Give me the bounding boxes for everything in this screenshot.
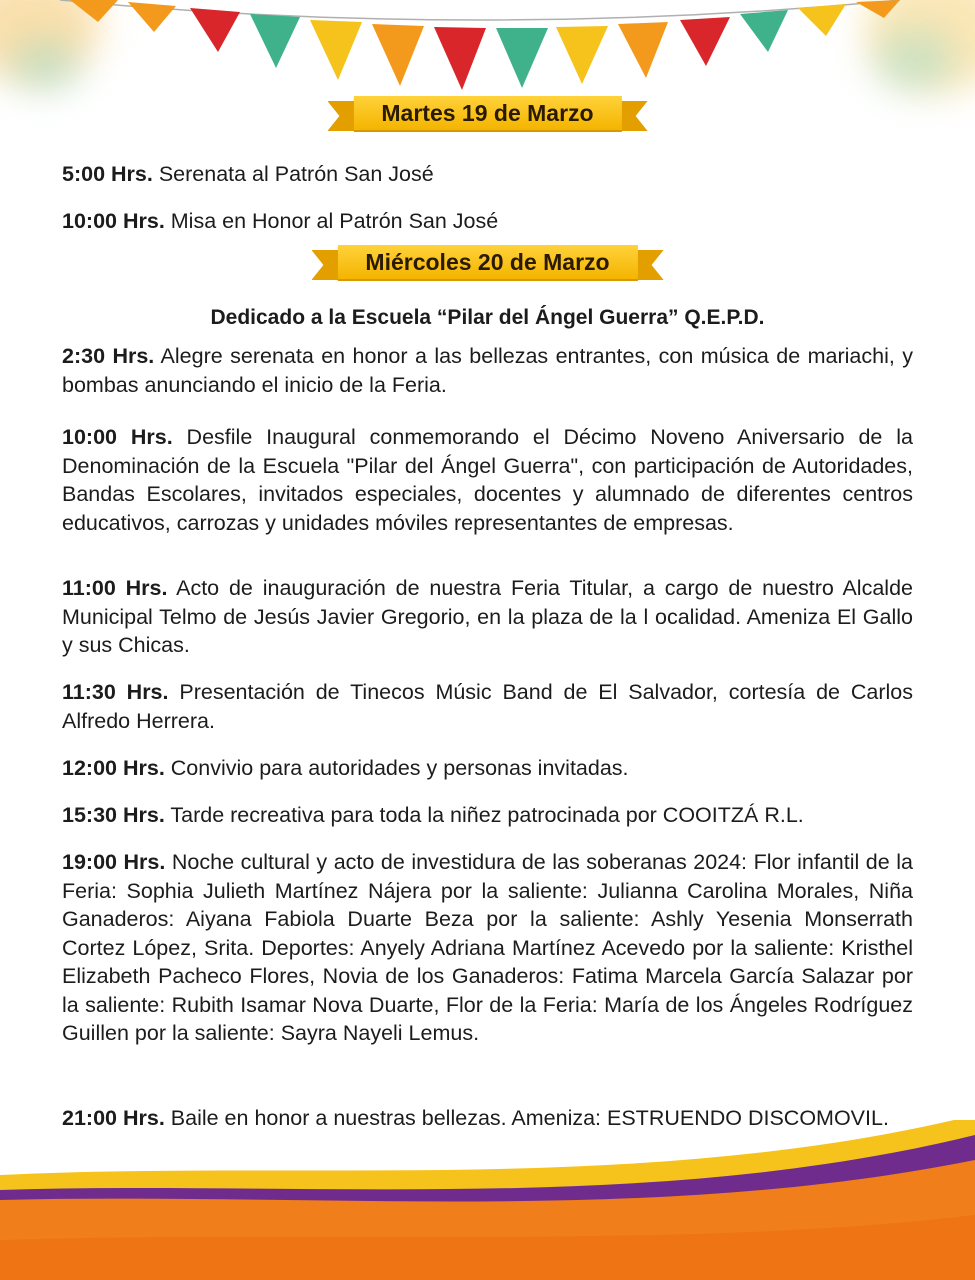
entry-time: 10:00 Hrs. bbox=[62, 425, 173, 449]
entry-time: 21:00 Hrs. bbox=[62, 1106, 165, 1130]
bunting-flag bbox=[496, 28, 548, 88]
bunting-flag bbox=[310, 20, 362, 80]
bunting-flag bbox=[250, 14, 300, 68]
bunting-flag bbox=[556, 26, 608, 84]
schedule-entry bbox=[62, 848, 913, 1048]
entry-time: 2:30 Hrs. bbox=[62, 344, 155, 368]
schedule-entry bbox=[62, 423, 913, 537]
entry-text: Presentación de Tinecos Músic Band de El Salvador, cortesía de Carlos Alfredo Herrera. bbox=[62, 680, 914, 733]
schedule-entry bbox=[62, 754, 913, 783]
bunting-flag bbox=[128, 2, 176, 32]
entry-text: Noche cultural y acto de investidura de las soberanas 2024: Flor infantil de la Feria: Sophia Julieth Martínez Nájera por la saliente: Julianna Carolina Morales, Niña Ganaderos: Aiyana Fabiola Duarte Beza por la saliente: Ashly Yesenia Monserrath Cortez López, Srita. Deportes: Anyely Adriana Martínez Acevedo por la saliente: Kristhel Elizabeth Pacheco Flores, Novia de los Ganaderos: Fatima Marcela García Salazar por la saliente: Rubith Isamar Nova Duarte, Flor de la Feria: María de los Ángeles Rodríguez Guillen por la saliente: Sayra Nayeli Lemus. bbox=[62, 850, 913, 1045]
bunting-flag bbox=[372, 24, 424, 86]
entry-time: 15:30 Hrs. bbox=[62, 803, 165, 827]
schedule-entry bbox=[62, 678, 913, 735]
entry-time: 12:00 Hrs. bbox=[62, 756, 165, 780]
entry-time: 10:00 Hrs. bbox=[62, 209, 165, 233]
entry-text: Convivio para autoridades y personas invitadas. bbox=[164, 756, 629, 780]
bottom-waves bbox=[0, 1120, 975, 1280]
bunting-flag bbox=[190, 8, 240, 52]
entry-text: Baile en honor a nuestras bellezas. Ameniza: ESTRUENDO DISCOMOVIL. bbox=[164, 1106, 889, 1130]
schedule-entry bbox=[62, 342, 913, 399]
entry-time: 19:00 Hrs. bbox=[62, 850, 166, 874]
bunting-flag bbox=[856, 0, 900, 18]
bunting-flags bbox=[0, 0, 975, 100]
day-banner-label: Miércoles 20 de Marzo bbox=[337, 245, 637, 279]
entry-text: Alegre serenata en honor a las bellezas entrantes, con música de mariachi, y bombas anunciando el inicio de la Feria. bbox=[62, 344, 913, 397]
bunting-flag bbox=[680, 17, 730, 66]
entry-time: 11:30 Hrs. bbox=[62, 680, 169, 704]
bunting-flag bbox=[740, 10, 788, 52]
entry-text: Serenata al Patrón San José bbox=[152, 162, 434, 186]
schedule-entry bbox=[62, 801, 913, 830]
schedule-entry bbox=[62, 207, 913, 236]
day-banner bbox=[337, 242, 637, 282]
entry-text: Misa en Honor al Patrón San José bbox=[164, 209, 499, 233]
bunting-flag bbox=[70, 0, 118, 22]
entry-time: 11:00 Hrs. bbox=[62, 576, 168, 600]
day-banner-label: Martes 19 de Marzo bbox=[353, 96, 621, 130]
bunting-flag bbox=[618, 22, 668, 78]
bunting-flag bbox=[798, 4, 846, 36]
entry-text: Acto de inauguración de nuestra Feria Titular, a cargo de nuestro Alcalde Municipal Telmo de Jesús Javier Gregorio, en la plaza de la l ocalidad. Ameniza El Gallo y sus Chicas. bbox=[62, 576, 913, 657]
entry-text: Desfile Inaugural conmemorando el Décimo Noveno Aniversario de la Denominación de la Escuela "Pilar del Ángel Guerra", con participación de Autoridades, Bandas Escolares, invitados especiales, docentes y alumnado de diferentes centros educativos, carrozas y unidades móviles representantes de empresas. bbox=[62, 425, 913, 535]
schedule-entry bbox=[62, 160, 913, 189]
schedule-entry bbox=[62, 574, 913, 660]
entry-text: Tarde recreativa para toda la niñez patrocinada por COOITZÁ R.L. bbox=[164, 803, 804, 827]
day-banner bbox=[353, 93, 621, 133]
dedication-heading: Dedicado a la Escuela “Pilar del Ángel Guerra” Q.E.P.D. bbox=[210, 306, 765, 329]
entry-time: 5:00 Hrs. bbox=[62, 162, 153, 186]
bunting-flag bbox=[434, 27, 486, 90]
